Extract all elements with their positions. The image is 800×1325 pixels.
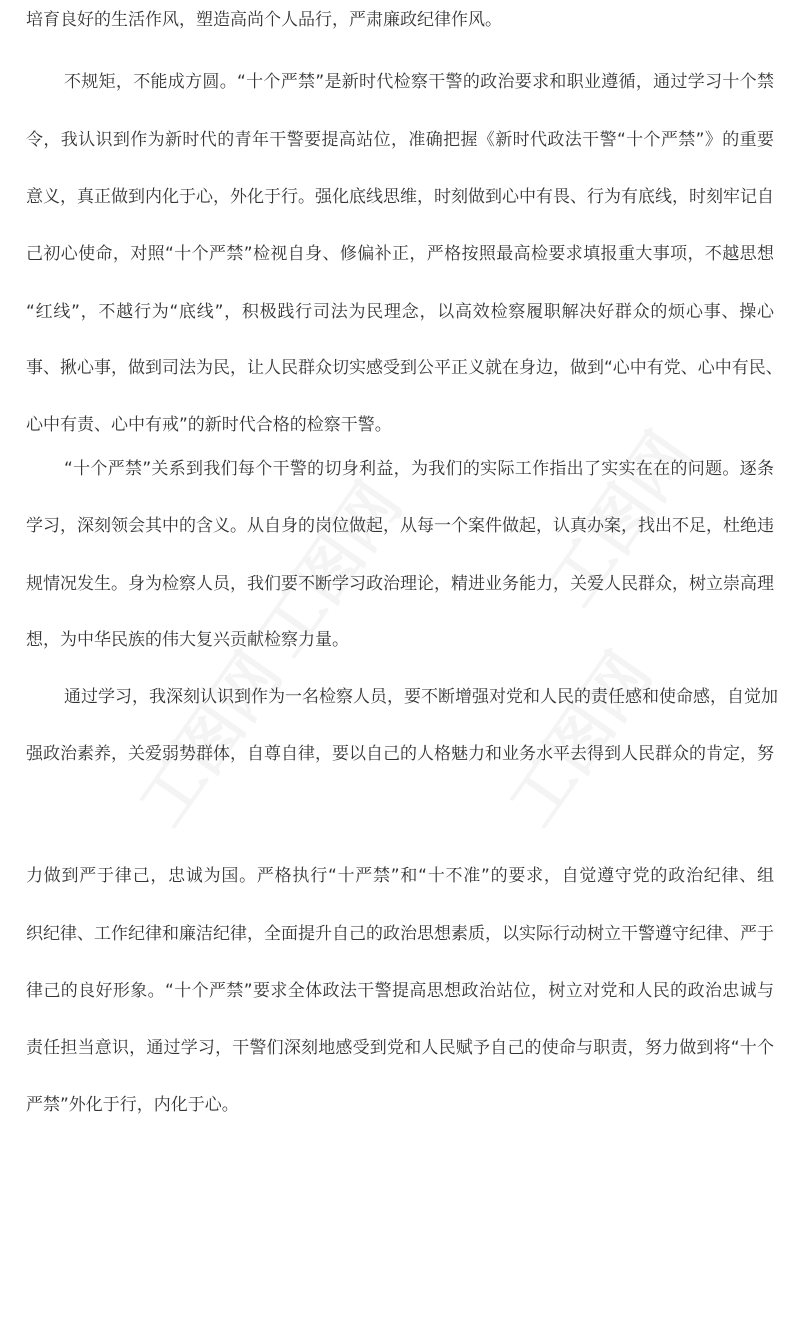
paragraph-line: 严禁”外化于行，内化于心。 bbox=[26, 1095, 239, 1115]
paragraph-line: “十个严禁”关系到我们每个干警的切身利益，为我们的实际工作指出了实实在在的问题。逐条 bbox=[64, 459, 774, 479]
paragraph-line: 通过学习，我深刻认识到作为一名检察人员，要不断增强对党和人民的责任感和使命感，自觉加 bbox=[64, 687, 778, 707]
paragraph-line: 责任担当意识，通过学习，干警们深刻地感受到党和人民赋予自己的使命与职责，努力做到将“十个 bbox=[26, 1038, 774, 1058]
paragraph-line: 学习，深刻领会其中的含义。从自身的岗位做起，从每一个案件做起，认真办案，找出不足，杜绝违 bbox=[26, 516, 774, 536]
paragraph-line: 令，我认识到作为新时代的青年干警要提高站位，准确把握《新时代政法干警“十个严禁”》的重要 bbox=[26, 130, 774, 150]
paragraph-line: 强政治素养，关爱弱势群体，自尊自律，要以自己的人格魅力和业务水平去得到人民群众的肯定，努 bbox=[26, 744, 774, 764]
paragraph-line: 规情况发生。身为检察人员，我们要不断学习政治理论，精进业务能力，关爱人民群众，树立崇高理 bbox=[26, 574, 774, 594]
paragraph-line: “红线”，不越行为“底线”，积极践行司法为民理念，以高效检察履职解决好群众的烦心事、操心 bbox=[26, 302, 774, 322]
watermark bbox=[483, 631, 668, 841]
paragraph-line: 力做到严于律己，忠诚为国。严格执行“十严禁”和“十不准”的要求，自觉遵守党的政治纪律、组 bbox=[26, 866, 774, 886]
paragraph-line: 不规矩，不能成方圆。“十个严禁”是新时代检察干警的政治要求和职业遵循，通过学习十个禁 bbox=[64, 72, 774, 92]
paragraph-line: 心中有责、心中有戒”的新时代合格的检察干警。 bbox=[26, 415, 392, 435]
paragraph-line: 织纪律、工作纪律和廉洁纪律，全面提升自己的政治思想素质，以实际行动树立干警遵守纪律、严于 bbox=[26, 924, 774, 944]
paragraph-line: 律己的良好形象。“十个严禁”要求全体政法干警提高思想政治站位，树立对党和人民的政治忠诚与 bbox=[26, 981, 774, 1001]
paragraph-line: 意义，真正做到内化于心，外化于行。强化底线思维，时刻做到心中有畏、行为有底线，时刻牢记自 bbox=[26, 187, 774, 207]
watermark bbox=[113, 631, 298, 841]
paragraph-line: 想，为中华民族的伟大复兴贡献检察力量。 bbox=[26, 630, 349, 650]
paragraph-line: 己初心使命，对照“十个严禁”检视自身、修偏补正，严格按照最高检要求填报重大事项，不越思想 bbox=[26, 244, 774, 264]
paragraph-line: 培育良好的生活作风，塑造高尚个人品行，严肃廉政纪律作风。 bbox=[26, 10, 502, 30]
paragraph-line: 事、揪心事，做到司法为民，让人民群众切实感受到公平正义就在身边，做到“心中有党、心中有民、 bbox=[26, 358, 783, 378]
